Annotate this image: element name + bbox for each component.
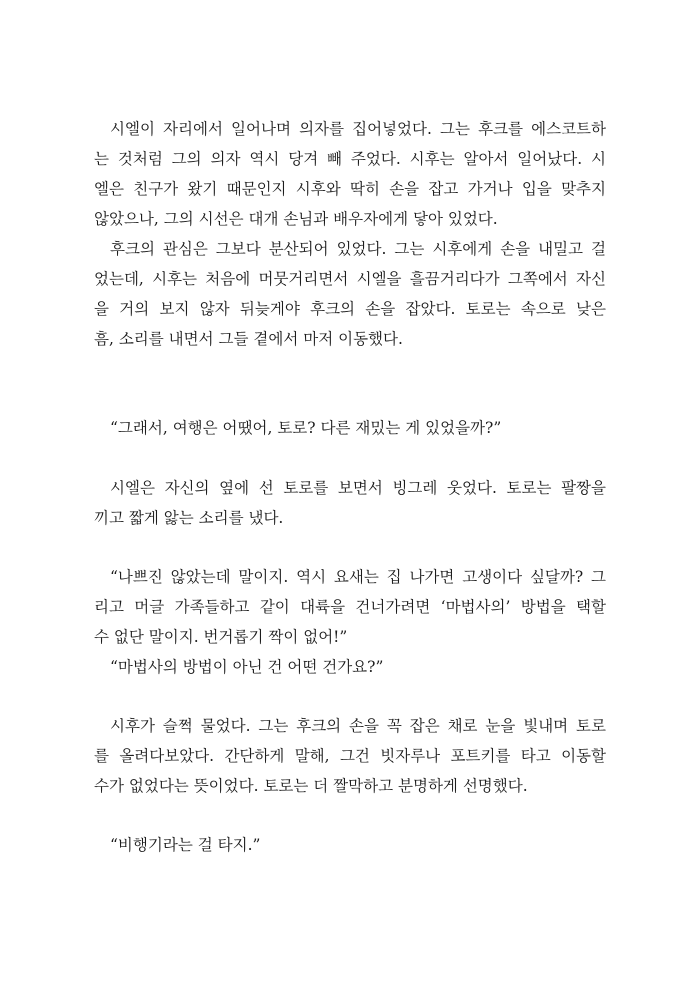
paragraph-line: 는 것처럼 그의 의자 역시 당겨 빼 주었다. 시후는 알아서 일어났다. 시 bbox=[94, 150, 606, 168]
paragraph-line: “나쁘진 않았는데 말이지. 역시 요새는 집 나가면 고생이다 싶달까? 그 bbox=[110, 568, 606, 586]
paragraph-line: 었는데, 시후는 처음에 머뭇거리면서 시엘을 흘끔거리다가 그쪽에서 자신 bbox=[94, 270, 606, 288]
paragraph-line: 흠, 소리를 내면서 그들 곁에서 마저 이동했다. bbox=[94, 330, 403, 348]
paragraph-line: 시엘은 자신의 옆에 선 토로를 보면서 빙그레 웃었다. 토로는 팔짱을 bbox=[110, 479, 606, 497]
paragraph-line: “비행기라는 걸 타지.” bbox=[110, 836, 261, 854]
paragraph-line: 않았으나, 그의 시선은 대개 손님과 배우자에게 닿아 있었다. bbox=[94, 210, 498, 228]
paragraph-4 bbox=[94, 473, 606, 533]
paragraph-5 bbox=[94, 562, 606, 652]
paragraph-line: 후크의 관심은 그보다 분산되어 있었다. 그는 시후에게 손을 내밀고 걸 bbox=[110, 240, 606, 258]
paragraph-line: 리고 머글 가족들하고 같이 대륙을 건너가려면 ‘마법사의’ 방법을 택할 bbox=[94, 598, 606, 616]
paragraph-line: 수가 없었다는 뜻이었다. 토로는 더 짤막하고 분명하게 선명했다. bbox=[94, 777, 528, 795]
paragraph-line: 끼고 짧게 앓는 소리를 냈다. bbox=[94, 509, 284, 527]
paragraph-8 bbox=[94, 830, 606, 860]
paragraph-line: 수 없단 말이지. 번거롭기 짝이 없어!” bbox=[94, 628, 348, 646]
paragraph-line: 시엘이 자리에서 일어나며 의자를 집어넣었다. 그는 후크를 에스코트하 bbox=[110, 120, 606, 138]
paragraph-line: 을 거의 보지 않자 뒤늦게야 후크의 손을 잡았다. 토로는 속으로 낮은 bbox=[94, 300, 606, 318]
paragraph-line: “마법사의 방법이 아닌 건 어떤 건가요?” bbox=[110, 658, 384, 676]
paragraph-2 bbox=[94, 234, 606, 354]
paragraph-1 bbox=[94, 114, 606, 234]
paragraph-7 bbox=[94, 711, 606, 801]
paragraph-6 bbox=[94, 652, 606, 682]
paragraph-line: “그래서, 여행은 어땠어, 토로? 다른 재밌는 게 있었을까?” bbox=[110, 419, 502, 437]
paragraph-line: 엘은 친구가 왔기 때문인지 시후와 딱히 손을 잡고 가거나 입을 맞추지 bbox=[94, 180, 606, 198]
paragraph-3 bbox=[94, 413, 606, 443]
paragraph-line: 를 올려다보았다. 간단하게 말해, 그건 빗자루나 포트키를 타고 이동할 bbox=[94, 747, 606, 765]
paragraph-line: 시후가 슬쩍 물었다. 그는 후크의 손을 꼭 잡은 채로 눈을 빛내며 토로 bbox=[110, 717, 606, 735]
